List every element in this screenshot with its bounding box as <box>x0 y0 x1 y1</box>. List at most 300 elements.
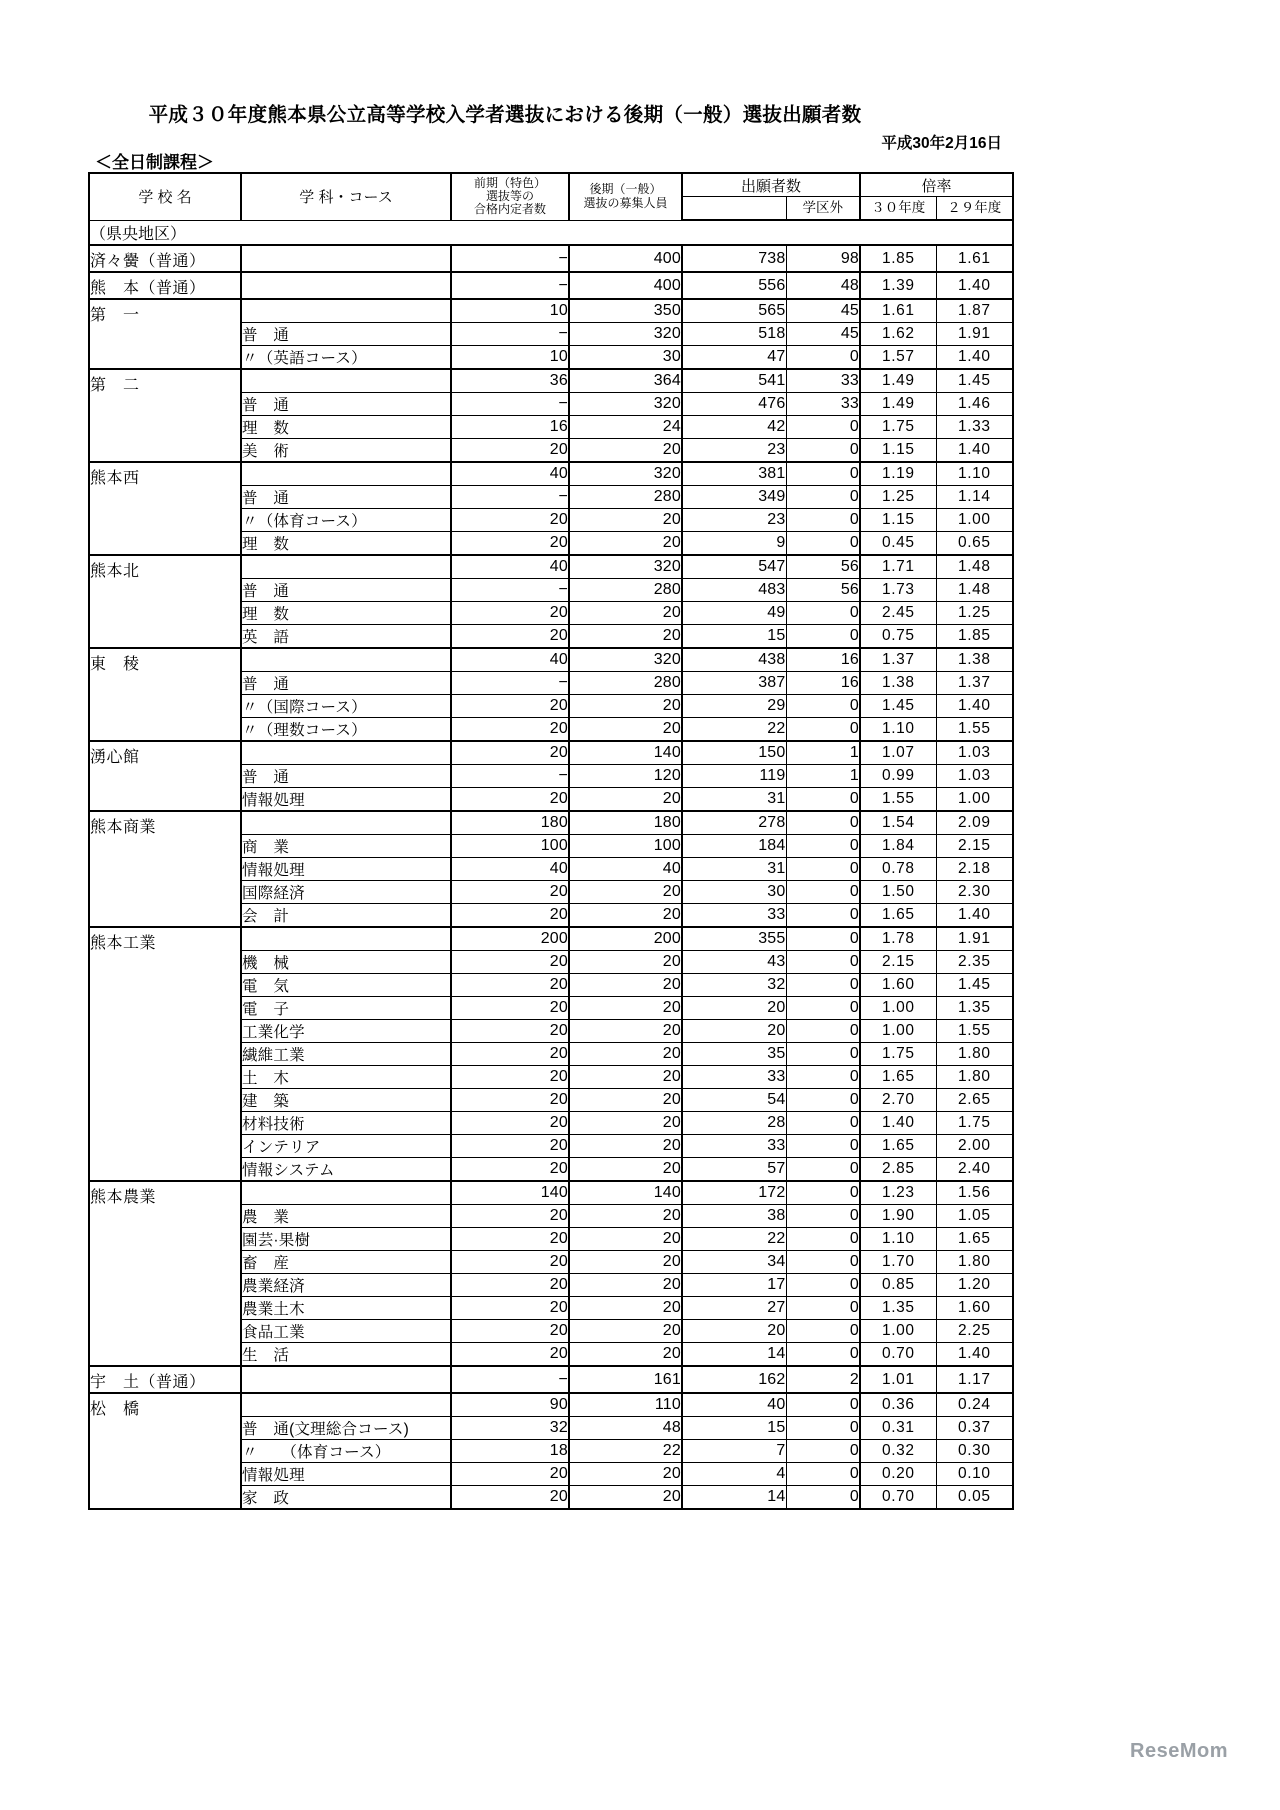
applicant-count: 547 <box>682 555 786 579</box>
ratio-h30: 0.99 <box>860 765 936 788</box>
header-zenki-line1: 前期（特色） <box>473 175 546 190</box>
header-zenki-line3: 合格内定者数 <box>473 202 546 217</box>
department-name: 普 通 <box>241 393 451 416</box>
table-row <box>89 1393 1013 1417</box>
department-name: 工業化学 <box>241 1020 451 1043</box>
department-name <box>241 299 451 323</box>
school-name-cell <box>89 272 241 299</box>
ratio-h30: 0.70 <box>860 1343 936 1367</box>
applicant-count: 54 <box>682 1089 786 1112</box>
zenki-admitted-count: − <box>451 245 569 272</box>
kouki-capacity: 320 <box>569 648 682 672</box>
out-of-district-count: 0 <box>786 858 860 881</box>
kouki-capacity: 320 <box>569 393 682 416</box>
ratio-h30: 0.85 <box>860 1274 936 1297</box>
ratio-h30: 1.60 <box>860 974 936 997</box>
department-name: 普 通 <box>241 486 451 509</box>
ratio-h30: 1.65 <box>860 1066 936 1089</box>
out-of-district-count: 0 <box>786 881 860 904</box>
ratio-h29: 2.09 <box>936 811 1013 835</box>
kouki-capacity: 100 <box>569 835 682 858</box>
ratio-h30: 1.54 <box>860 811 936 835</box>
applicant-count: 355 <box>682 927 786 951</box>
applicant-count: 33 <box>682 1066 786 1089</box>
applicant-count: 14 <box>682 1343 786 1367</box>
out-of-district-count: 0 <box>786 416 860 439</box>
ratio-h29: 1.61 <box>936 245 1013 272</box>
school-name-cell <box>89 741 241 811</box>
ratio-h29: 1.10 <box>936 462 1013 486</box>
kouki-capacity: 320 <box>569 555 682 579</box>
department-name: 家 政 <box>241 1486 451 1510</box>
zenki-admitted-count: 20 <box>451 997 569 1020</box>
department-name: 農 業 <box>241 1205 451 1228</box>
out-of-district-count: 0 <box>786 1089 860 1112</box>
school-name: 熊 本（普通） <box>90 280 206 297</box>
ratio-h29: 1.48 <box>936 579 1013 602</box>
ratio-h30: 0.45 <box>860 532 936 556</box>
out-of-district-count: 0 <box>786 997 860 1020</box>
ratio-h30: 2.70 <box>860 1089 936 1112</box>
kouki-capacity: 24 <box>569 416 682 439</box>
ratio-h30: 1.00 <box>860 1320 936 1343</box>
out-of-district-count: 0 <box>786 625 860 649</box>
department-name <box>241 462 451 486</box>
ratio-h29: 1.40 <box>936 272 1013 299</box>
applicant-count: 20 <box>682 1020 786 1043</box>
kouki-capacity: 200 <box>569 927 682 951</box>
ratio-h29: 2.30 <box>936 881 1013 904</box>
ratio-h30: 1.50 <box>860 881 936 904</box>
ratio-h30: 1.71 <box>860 555 936 579</box>
applicant-count: 35 <box>682 1043 786 1066</box>
kouki-capacity: 20 <box>569 1486 682 1510</box>
ratio-h30: 1.23 <box>860 1181 936 1205</box>
out-of-district-count: 2 <box>786 1366 860 1393</box>
out-of-district-count: 45 <box>786 299 860 323</box>
ratio-h29: 1.87 <box>936 299 1013 323</box>
school-name-cell <box>89 927 241 1181</box>
table-row <box>89 245 1013 272</box>
zenki-admitted-count: 10 <box>451 346 569 370</box>
school-name: 熊本西 <box>90 470 140 487</box>
ratio-h30: 1.10 <box>860 718 936 742</box>
table-row <box>89 741 1013 765</box>
zenki-admitted-count: 20 <box>451 532 569 556</box>
applicant-count: 33 <box>682 1135 786 1158</box>
ratio-h30: 1.65 <box>860 904 936 928</box>
out-of-district-count: 0 <box>786 927 860 951</box>
table-row <box>89 1366 1013 1393</box>
out-of-district-count: 0 <box>786 951 860 974</box>
kouki-capacity: 20 <box>569 997 682 1020</box>
applicant-count: 27 <box>682 1297 786 1320</box>
department-name: 園芸·果樹 <box>241 1228 451 1251</box>
kouki-capacity: 180 <box>569 811 682 835</box>
school-name-cell <box>89 555 241 648</box>
zenki-admitted-count: 20 <box>451 1112 569 1135</box>
department-name: 普 通 <box>241 765 451 788</box>
ratio-h29: 1.80 <box>936 1043 1013 1066</box>
kouki-capacity: 20 <box>569 974 682 997</box>
kouki-capacity: 20 <box>569 1112 682 1135</box>
ratio-h30: 1.84 <box>860 835 936 858</box>
zenki-admitted-count: 40 <box>451 555 569 579</box>
department-name: 農業経済 <box>241 1274 451 1297</box>
out-of-district-count: 0 <box>786 346 860 370</box>
kouki-capacity: 20 <box>569 788 682 812</box>
school-name: 湧心館 <box>90 749 140 766</box>
zenki-admitted-count: 20 <box>451 1135 569 1158</box>
applicant-count: 15 <box>682 1417 786 1440</box>
table-row <box>89 299 1013 323</box>
applicant-count: 32 <box>682 974 786 997</box>
zenki-admitted-count: 40 <box>451 648 569 672</box>
site-watermark: ReseMom <box>1130 1740 1228 1762</box>
zenki-admitted-count: − <box>451 272 569 299</box>
kouki-capacity: 20 <box>569 439 682 463</box>
table-row <box>89 555 1013 579</box>
applicant-count: 20 <box>682 1320 786 1343</box>
zenki-admitted-count: 16 <box>451 416 569 439</box>
header-zenki <box>451 173 569 220</box>
zenki-admitted-count: − <box>451 579 569 602</box>
department-name <box>241 272 451 299</box>
kouki-capacity: 20 <box>569 695 682 718</box>
out-of-district-count: 33 <box>786 393 860 416</box>
applicant-count: 738 <box>682 245 786 272</box>
kouki-capacity: 20 <box>569 625 682 649</box>
department-name: 情報システム <box>241 1158 451 1182</box>
ratio-h29: 1.45 <box>936 369 1013 393</box>
ratio-h30: 1.45 <box>860 695 936 718</box>
ratio-h29: 1.14 <box>936 486 1013 509</box>
kouki-capacity: 20 <box>569 1089 682 1112</box>
table-row <box>89 927 1013 951</box>
out-of-district-count: 0 <box>786 1228 860 1251</box>
school-name-cell <box>89 811 241 927</box>
applicant-count: 387 <box>682 672 786 695</box>
out-of-district-count: 48 <box>786 272 860 299</box>
kouki-capacity: 161 <box>569 1366 682 1393</box>
out-of-district-count: 98 <box>786 245 860 272</box>
out-of-district-count: 0 <box>786 718 860 742</box>
kouki-capacity: 20 <box>569 1020 682 1043</box>
ratio-h30: 1.15 <box>860 509 936 532</box>
department-name: 英 語 <box>241 625 451 649</box>
out-of-district-count: 0 <box>786 462 860 486</box>
zenki-admitted-count: 36 <box>451 369 569 393</box>
department-name: 普 通 <box>241 323 451 346</box>
department-name: 材料技術 <box>241 1112 451 1135</box>
ratio-h30: 1.75 <box>860 416 936 439</box>
ratio-h29: 1.85 <box>936 625 1013 649</box>
applicant-count: 150 <box>682 741 786 765</box>
school-name: 第 二 <box>90 377 140 394</box>
department-name <box>241 555 451 579</box>
zenki-admitted-count: 20 <box>451 439 569 463</box>
out-of-district-count: 0 <box>786 1066 860 1089</box>
school-name: 松 橋 <box>90 1401 140 1418</box>
kouki-capacity: 20 <box>569 718 682 742</box>
ratio-h29: 1.55 <box>936 1020 1013 1043</box>
applicant-count: 22 <box>682 718 786 742</box>
department-name: 電 子 <box>241 997 451 1020</box>
ratio-h29: 1.65 <box>936 1228 1013 1251</box>
ratio-h30: 1.19 <box>860 462 936 486</box>
ratio-h29: 1.40 <box>936 1343 1013 1367</box>
header-kouki-line2: 選抜の募集人員 <box>583 195 668 210</box>
ratio-h30: 2.15 <box>860 951 936 974</box>
applicants-table <box>88 172 1014 1510</box>
ratio-h29: 2.65 <box>936 1089 1013 1112</box>
out-of-district-count: 0 <box>786 1020 860 1043</box>
out-of-district-count: 1 <box>786 765 860 788</box>
out-of-district-count: 0 <box>786 1297 860 1320</box>
kouki-capacity: 20 <box>569 904 682 928</box>
kouki-capacity: 20 <box>569 1274 682 1297</box>
out-of-district-count: 0 <box>786 1274 860 1297</box>
applicant-count: 14 <box>682 1486 786 1510</box>
ratio-h29: 0.10 <box>936 1463 1013 1486</box>
department-name: 情報処理 <box>241 858 451 881</box>
department-name <box>241 1181 451 1205</box>
applicant-count: 43 <box>682 951 786 974</box>
ratio-h30: 1.57 <box>860 346 936 370</box>
zenki-admitted-count: − <box>451 323 569 346</box>
ratio-h29: 1.05 <box>936 1205 1013 1228</box>
kouki-capacity: 30 <box>569 346 682 370</box>
school-name: 熊本農業 <box>90 1189 157 1206</box>
ratio-h29: 2.35 <box>936 951 1013 974</box>
ratio-h30: 1.73 <box>860 579 936 602</box>
out-of-district-count: 16 <box>786 648 860 672</box>
department-name: 繊維工業 <box>241 1043 451 1066</box>
school-name-cell <box>89 369 241 462</box>
ratio-h30: 1.49 <box>860 369 936 393</box>
ratio-h30: 0.36 <box>860 1393 936 1417</box>
kouki-capacity: 20 <box>569 881 682 904</box>
department-name <box>241 927 451 951</box>
department-name: 理 数 <box>241 602 451 625</box>
department-name: 商 業 <box>241 835 451 858</box>
ratio-h29: 1.40 <box>936 904 1013 928</box>
zenki-admitted-count: 100 <box>451 835 569 858</box>
table-header <box>89 173 1013 220</box>
department-name: 〃（国際コース） <box>241 695 451 718</box>
kouki-capacity: 20 <box>569 1205 682 1228</box>
department-name: 〃（英語コース） <box>241 346 451 370</box>
applicant-count: 119 <box>682 765 786 788</box>
header-applicants: 出願者数 <box>682 173 860 197</box>
ratio-h30: 0.32 <box>860 1440 936 1463</box>
kouki-capacity: 20 <box>569 1135 682 1158</box>
applicant-count: 33 <box>682 904 786 928</box>
header-ratio-h29: ２９年度 <box>936 197 1013 221</box>
zenki-admitted-count: 20 <box>451 741 569 765</box>
ratio-h30: 1.55 <box>860 788 936 812</box>
department-name: 情報処理 <box>241 788 451 812</box>
ratio-h29: 1.75 <box>936 1112 1013 1135</box>
region-row <box>89 220 1013 245</box>
school-name-cell <box>89 648 241 741</box>
zenki-admitted-count: 20 <box>451 1043 569 1066</box>
applicant-count: 38 <box>682 1205 786 1228</box>
applicant-count: 17 <box>682 1274 786 1297</box>
zenki-admitted-count: 20 <box>451 1486 569 1510</box>
ratio-h30: 0.75 <box>860 625 936 649</box>
applicant-count: 23 <box>682 439 786 463</box>
header-applicants-blank <box>682 197 786 221</box>
out-of-district-count: 33 <box>786 369 860 393</box>
ratio-h29: 1.91 <box>936 927 1013 951</box>
out-of-district-count: 0 <box>786 1205 860 1228</box>
department-name <box>241 648 451 672</box>
applicant-count: 20 <box>682 997 786 1020</box>
out-of-district-count: 0 <box>786 1463 860 1486</box>
applicant-count: 47 <box>682 346 786 370</box>
ratio-h30: 1.90 <box>860 1205 936 1228</box>
applicant-count: 15 <box>682 625 786 649</box>
kouki-capacity: 140 <box>569 741 682 765</box>
ratio-h30: 0.70 <box>860 1486 936 1510</box>
applicant-count: 541 <box>682 369 786 393</box>
school-name-cell <box>89 1181 241 1366</box>
out-of-district-count: 0 <box>786 602 860 625</box>
school-name: 宇 土（普通） <box>90 1374 206 1391</box>
kouki-capacity: 20 <box>569 1066 682 1089</box>
kouki-capacity: 320 <box>569 462 682 486</box>
department-name <box>241 1393 451 1417</box>
department-name: 美 術 <box>241 439 451 463</box>
department-name: 食品工業 <box>241 1320 451 1343</box>
table-row <box>89 648 1013 672</box>
applicant-count: 31 <box>682 788 786 812</box>
out-of-district-count: 0 <box>786 486 860 509</box>
kouki-capacity: 120 <box>569 765 682 788</box>
applicant-count: 349 <box>682 486 786 509</box>
ratio-h29: 1.35 <box>936 997 1013 1020</box>
ratio-h29: 2.25 <box>936 1320 1013 1343</box>
zenki-admitted-count: − <box>451 1366 569 1393</box>
ratio-h29: 1.17 <box>936 1366 1013 1393</box>
applicant-count: 42 <box>682 416 786 439</box>
zenki-admitted-count: 20 <box>451 951 569 974</box>
department-name: 理 数 <box>241 416 451 439</box>
ratio-h30: 1.78 <box>860 927 936 951</box>
ratio-h30: 0.20 <box>860 1463 936 1486</box>
applicant-count: 438 <box>682 648 786 672</box>
ratio-h30: 1.01 <box>860 1366 936 1393</box>
department-name <box>241 1366 451 1393</box>
out-of-district-count: 16 <box>786 672 860 695</box>
kouki-capacity: 400 <box>569 245 682 272</box>
course-type-label: ＜全日制課程＞ <box>95 153 214 172</box>
ratio-h29: 1.45 <box>936 974 1013 997</box>
header-ratio-h30: ３０年度 <box>860 197 936 221</box>
applicant-count: 30 <box>682 881 786 904</box>
ratio-h30: 1.65 <box>860 1135 936 1158</box>
kouki-capacity: 20 <box>569 1158 682 1182</box>
department-name: 〃 （体育コース） <box>241 1440 451 1463</box>
zenki-admitted-count: 20 <box>451 602 569 625</box>
department-name: 会 計 <box>241 904 451 928</box>
zenki-admitted-count: 20 <box>451 1158 569 1182</box>
ratio-h30: 1.37 <box>860 648 936 672</box>
school-name-cell <box>89 299 241 369</box>
ratio-h30: 1.35 <box>860 1297 936 1320</box>
school-name: 済々黌（普通） <box>90 253 206 270</box>
ratio-h29: 1.48 <box>936 555 1013 579</box>
kouki-capacity: 364 <box>569 369 682 393</box>
out-of-district-count: 0 <box>786 1135 860 1158</box>
ratio-h29: 1.40 <box>936 695 1013 718</box>
out-of-district-count: 0 <box>786 509 860 532</box>
out-of-district-count: 45 <box>786 323 860 346</box>
zenki-admitted-count: 20 <box>451 881 569 904</box>
zenki-admitted-count: 20 <box>451 625 569 649</box>
out-of-district-count: 0 <box>786 788 860 812</box>
ratio-h30: 1.49 <box>860 393 936 416</box>
ratio-h30: 2.85 <box>860 1158 936 1182</box>
out-of-district-count: 0 <box>786 1343 860 1367</box>
out-of-district-count: 0 <box>786 1440 860 1463</box>
header-row-top <box>89 173 1013 197</box>
department-name: 建 築 <box>241 1089 451 1112</box>
ratio-h30: 0.78 <box>860 858 936 881</box>
ratio-h30: 1.40 <box>860 1112 936 1135</box>
ratio-h29: 0.37 <box>936 1417 1013 1440</box>
kouki-capacity: 40 <box>569 858 682 881</box>
out-of-district-count: 0 <box>786 835 860 858</box>
applicant-count: 40 <box>682 1393 786 1417</box>
table-row <box>89 369 1013 393</box>
table-row <box>89 811 1013 835</box>
out-of-district-count: 1 <box>786 741 860 765</box>
out-of-district-count: 0 <box>786 974 860 997</box>
ratio-h29: 2.15 <box>936 835 1013 858</box>
kouki-capacity: 20 <box>569 1320 682 1343</box>
applicant-count: 31 <box>682 858 786 881</box>
ratio-h29: 0.05 <box>936 1486 1013 1510</box>
ratio-h29: 2.40 <box>936 1158 1013 1182</box>
ratio-h30: 1.25 <box>860 486 936 509</box>
out-of-district-count: 0 <box>786 904 860 928</box>
zenki-admitted-count: 20 <box>451 1251 569 1274</box>
zenki-admitted-count: 20 <box>451 1297 569 1320</box>
kouki-capacity: 20 <box>569 532 682 556</box>
region-label: （県央地区） <box>89 220 1013 245</box>
ratio-h29: 2.00 <box>936 1135 1013 1158</box>
ratio-h29: 1.91 <box>936 323 1013 346</box>
ratio-h29: 1.60 <box>936 1297 1013 1320</box>
kouki-capacity: 20 <box>569 1297 682 1320</box>
department-name: 畜 産 <box>241 1251 451 1274</box>
department-name: 〃（理数コース） <box>241 718 451 742</box>
zenki-admitted-count: 20 <box>451 1020 569 1043</box>
out-of-district-count: 0 <box>786 1417 860 1440</box>
header-out-of-district: 学区外 <box>786 197 860 221</box>
zenki-admitted-count: 40 <box>451 858 569 881</box>
kouki-capacity: 400 <box>569 272 682 299</box>
zenki-admitted-count: 180 <box>451 811 569 835</box>
ratio-h30: 1.85 <box>860 245 936 272</box>
header-school: 学 校 名 <box>89 173 241 220</box>
kouki-capacity: 20 <box>569 509 682 532</box>
kouki-capacity: 280 <box>569 579 682 602</box>
kouki-capacity: 110 <box>569 1393 682 1417</box>
applicant-count: 34 <box>682 1251 786 1274</box>
